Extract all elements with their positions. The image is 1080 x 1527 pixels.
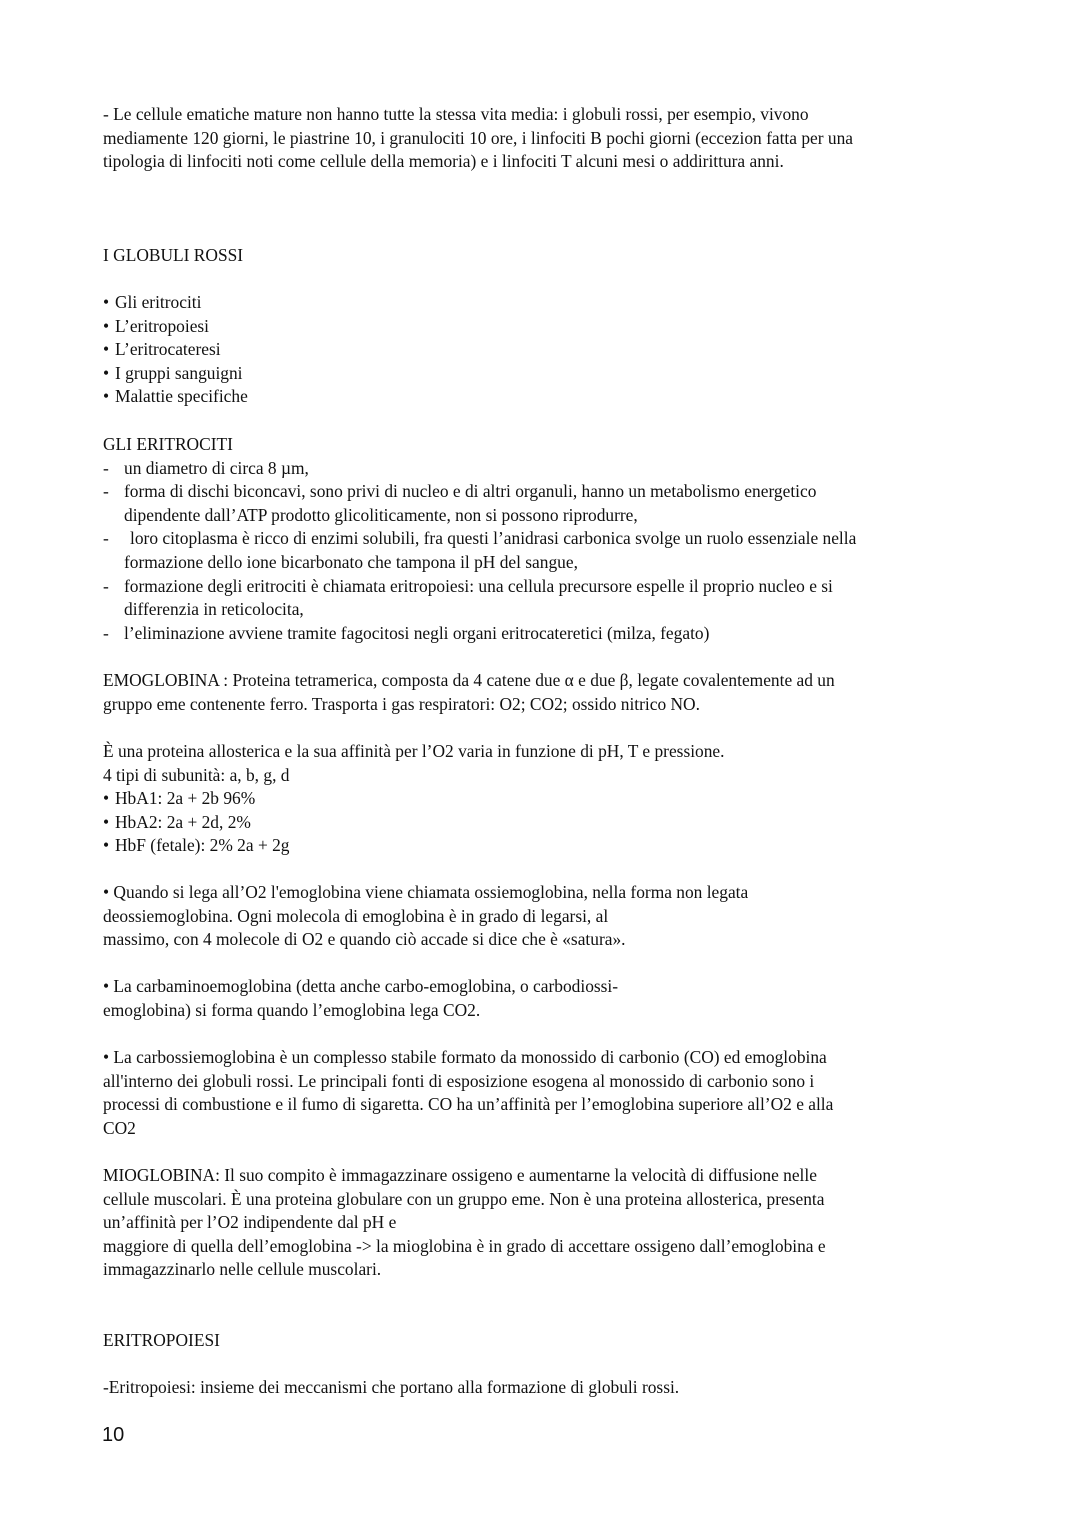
text-line: EMOGLOBINA : Proteina tetramerica, composta da 4 catene due α e due β, legate covalentemente ad un [103, 670, 835, 690]
ossiemoglobina-paragraph [103, 881, 983, 952]
list-item: • Gli eritrociti [103, 291, 983, 315]
text-line: - Le cellule ematiche mature non hanno tutte la stessa vita media: i globuli rossi, per esempio, vivono [103, 104, 809, 124]
bullet-icon: • [103, 788, 110, 809]
globuli-rossi-topic-list [103, 291, 983, 409]
text-line: massimo, con 4 molecole di O2 e quando ciò accade si dice che è «satura». [103, 929, 626, 950]
list-item: • I gruppi sanguigni [103, 362, 983, 386]
text-line: maggiore di quella dell’emoglobina -> la mioglobina è in grado di accettare ossigeno dall’emoglobina e [103, 1235, 826, 1256]
text-line: immagazzinarlo nelle cellule muscolari. [103, 1259, 382, 1280]
allosterica-paragraph [103, 740, 983, 858]
bullet-icon: • [103, 292, 110, 312]
text-line: CO2 [103, 1117, 136, 1138]
heading-text: I GLOBULI ROSSI [103, 245, 244, 265]
text-line: È una proteina allosterica e la sua affinità per l’O2 varia in funzione di pH, T e pressione. [103, 741, 725, 761]
section-heading-eritrociti: GLI ERITROCITI [103, 434, 233, 454]
dash-marker: - [103, 457, 109, 478]
emoglobina-paragraph [103, 669, 983, 716]
text-line: processi di combustione e il fumo di sigaretta. CO ha un’affinità per l’emoglobina superiore all’O2 e alla [103, 1094, 834, 1115]
list-item: - un diametro di circa 8 µm, [103, 457, 983, 481]
bullet-icon: • [103, 339, 110, 360]
dash-marker: - [103, 528, 109, 549]
text-line: tipologia di linfociti noti come cellule della memoria) e i linfociti T alcuni mesi o addirittura anni. [103, 151, 784, 172]
text-line: deossiemoglobina. Ogni molecola di emoglobina è in grado di legarsi, al [103, 905, 609, 926]
text-line: mediamente 120 giorni, le piastrine 10, i granulociti 10 ore, i linfociti B pochi giorni (eccezion fatta per una [103, 127, 853, 148]
section-eritrociti [103, 433, 983, 645]
text-line: gruppo eme contenente ferro. Trasporta i gas respiratori: O2; CO2; ossido nitrico NO. [103, 693, 700, 714]
dash-marker: - [103, 575, 109, 596]
bullet-icon: • [103, 835, 110, 856]
section-heading-globuli-rossi [103, 244, 983, 268]
text-line: emoglobina) si forma quando l’emoglobina lega CO2. [103, 999, 481, 1020]
text-line: -Eritropoiesi: insieme dei meccanismi che portano alla formazione di globuli rossi. [103, 1377, 680, 1397]
list-item: • HbA1: 2a + 2b 96% [103, 787, 983, 811]
page-number: 10 [102, 1424, 125, 1446]
bullet-icon: • [103, 362, 110, 383]
text-line: • La carbossiemoglobina è un complesso stabile formato da monossido di carbonio (CO) ed emoglobina [103, 1047, 827, 1067]
list-item: - formazione degli eritrociti è chiamata eritropoiesi: una cellula precursore espelle il proprio nucleo e si differenzia in reticolocita, [103, 575, 833, 620]
list-item: • HbA2: 2a + 2d, 2% [103, 811, 983, 835]
dash-marker: - [103, 622, 109, 643]
text-line: • Quando si lega all’O2 l'emoglobina viene chiamata ossiemoglobina, nella forma non legata [103, 882, 749, 902]
list-item: - forma di dischi biconcavi, sono privi di nucleo e di altri organuli, hanno un metabolismo energetico dipendente dall’ATP prodotto glicoliticamente, non si possono riprodurre, [103, 481, 817, 525]
carbaminoemoglobina-paragraph [103, 975, 983, 1022]
text-line: 4 tipi di subunità: a, b, g, d [103, 764, 290, 785]
bullet-icon: • [103, 315, 110, 336]
text-line: cellule muscolari. È una proteina globulare con un gruppo eme. Non è una proteina allosterica, presenta [103, 1188, 825, 1209]
section-heading-eritropoiesi [103, 1329, 983, 1353]
list-item: • HbF (fetale): 2% 2a + 2g [103, 834, 983, 858]
text-line: • La carbaminoemoglobina (detta anche carbo-emoglobina, o carbodiossi- [103, 976, 619, 996]
intro-paragraph [103, 103, 983, 174]
list-item: • Malattie specifiche [103, 385, 983, 409]
list-item: - loro citoplasma è ricco di enzimi solubili, fra questi l’anidrasi carbonica svolge un ruolo essenziale nella formazione dello ione bicarbonato che tampona il pH del sangue, [103, 528, 857, 572]
eritropoiesi-definition [103, 1376, 983, 1400]
heading-text: ERITROPOIESI [103, 1330, 220, 1350]
text-line: MIOGLOBINA: Il suo compito è immagazzinare ossigeno e aumentarne la velocità di diffusione nelle [103, 1165, 817, 1185]
list-item: • L’eritropoiesi [103, 315, 983, 339]
text-line: all'interno dei globuli rossi. Le principali fonti di esposizione esogena al monossido di carbonio sono i [103, 1070, 815, 1091]
list-item: - l’eliminazione avviene tramite fagocitosi negli organi eritrocateretici (milza, fegato) [103, 622, 983, 646]
bullet-icon: • [103, 386, 110, 407]
dash-marker: - [103, 481, 109, 502]
text-line: un’affinità per l’O2 indipendente dal pH e [103, 1212, 397, 1233]
list-item: • L’eritrocateresi [103, 338, 983, 362]
bullet-icon: • [103, 811, 110, 832]
carbossiemoglobina-paragraph [103, 1046, 983, 1140]
mioglobina-paragraph [103, 1164, 983, 1282]
